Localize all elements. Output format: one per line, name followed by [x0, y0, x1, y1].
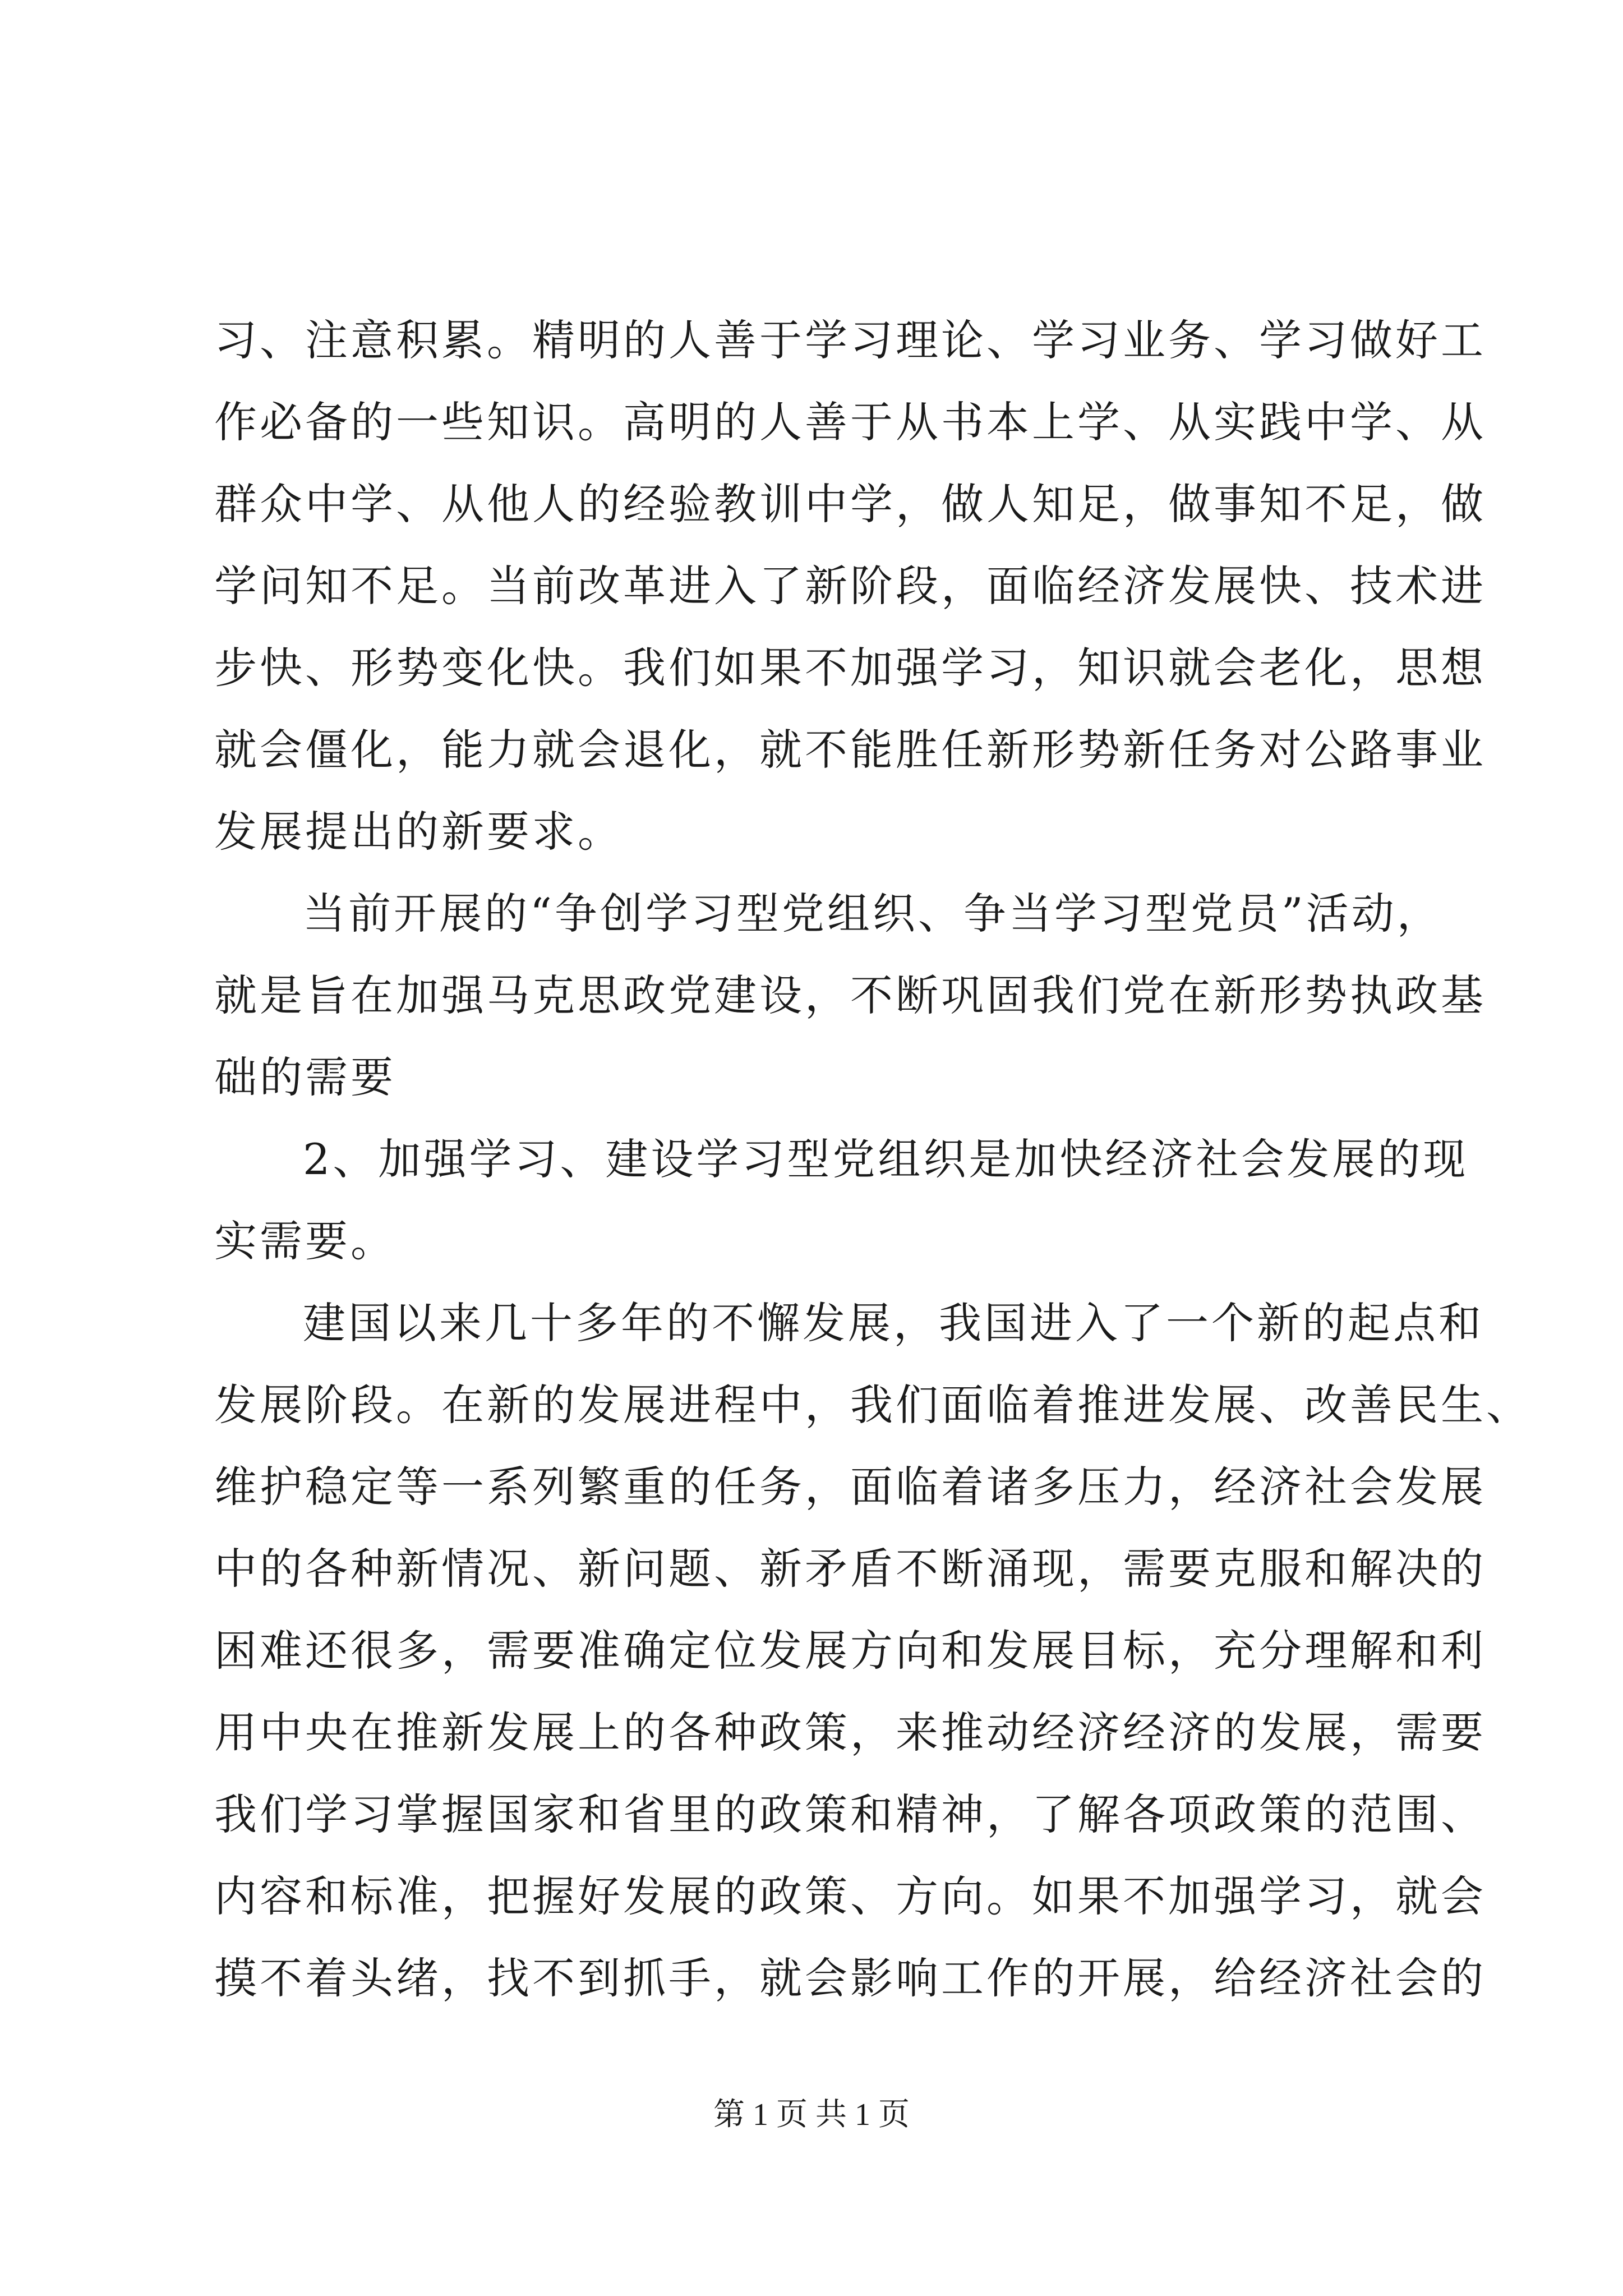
- text-line: 发展阶段。在新的发展进程中，我们面临着推进发展、改善民生、: [214, 1380, 1532, 1430]
- text-line: 就是旨在加强马克思政党建设，不断巩固我们党在新形势执政基: [214, 970, 1486, 1020]
- text-line: 我们学习掌握国家和省里的政策和精神，了解各项政策的范围、: [214, 1789, 1486, 1839]
- paragraph-1: [214, 300, 1486, 873]
- page-number-label: 第 1 页 共 1 页: [713, 2097, 910, 2132]
- paragraph-4: [214, 1282, 1532, 2019]
- text-line: 实需要。: [214, 1216, 396, 1266]
- paragraph-3-heading: [214, 1119, 1469, 1282]
- text-line: 发展提出的新要求。: [214, 807, 623, 857]
- text-line: 当前开展的“争创学习型党组织、争当学习型党员”活动，: [303, 889, 1442, 938]
- text-line: 群众中学、从他人的经验教训中学，做人知足，做事知不足，做: [214, 479, 1486, 529]
- page-footer: [0, 2095, 1623, 2134]
- text-line: 建国以来几十多年的不懈发展，我国进入了一个新的起点和: [303, 1298, 1484, 1348]
- text-line: 2、加强学习、建设学习型党组织是加快经济社会发展的现: [303, 1134, 1469, 1184]
- text-line: 内容和标准，把握好发展的政策、方向。如果不加强学习，就会: [214, 1871, 1486, 1921]
- text-line: 作必备的一些知识。高明的人善于从书本上学、从实践中学、从: [214, 397, 1486, 447]
- text-line: 就会僵化，能力就会退化，就不能胜任新形势新任务对公路事业: [214, 725, 1486, 775]
- text-line: 础的需要: [214, 1052, 396, 1102]
- text-line: 维护稳定等一系列繁重的任务，面临着诸多压力，经济社会发展: [214, 1462, 1486, 1512]
- text-line: 习、注意积累。精明的人善于学习理论、学习业务、学习做好工: [214, 315, 1486, 365]
- text-line: 中的各种新情况、新问题、新矛盾不断涌现，需要克服和解决的: [214, 1544, 1486, 1594]
- text-line: 步快、形势变化快。我们如果不加强学习，知识就会老化，思想: [214, 643, 1486, 693]
- text-line: 摸不着头绪，找不到抓手，就会影响工作的开展，给经济社会的: [214, 1953, 1486, 2003]
- paragraph-2: [214, 873, 1486, 1119]
- document-body: [214, 300, 1532, 2019]
- text-line: 用中央在推新发展上的各种政策，来推动经济经济的发展，需要: [214, 1708, 1486, 1757]
- text-line: 困难还很多，需要准确定位发展方向和发展目标，充分理解和利: [214, 1626, 1486, 1676]
- text-line: 学问知不足。当前改革进入了新阶段，面临经济发展快、技术进: [214, 561, 1486, 611]
